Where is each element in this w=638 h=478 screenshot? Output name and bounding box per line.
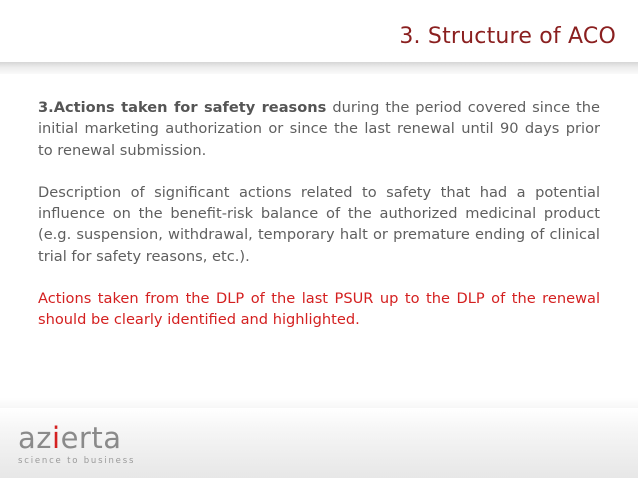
paragraph-description: Description of significant actions related to safety that had a potential influence on the benefit-risk balance of the authorized medicinal product (e.g. suspension, withdrawal, temporary halt or premature ending of clinical trial for safety reasons, etc.). [38, 183, 600, 265]
logo-accent-letter: i [52, 421, 61, 455]
slide-content [38, 97, 600, 352]
azierta-logo [18, 423, 158, 473]
paragraph-actions-taken [38, 97, 600, 161]
paragraph-highlight: Actions taken from the DLP of the last PSUR up to the DLP of the renewal should be clearly identified and highlighted. [38, 290, 600, 329]
logo-tagline: science to business [18, 456, 136, 466]
paragraph-lead: 3.Actions taken for safety reasons [38, 99, 327, 116]
logo-wordmark [18, 423, 158, 453]
title-divider [0, 62, 638, 74]
logo-prefix: az [18, 421, 52, 455]
logo-suffix: erta [60, 421, 122, 455]
slide-title: 3. Structure of ACO [399, 24, 616, 49]
paragraph-text: during the period covered since the initial marketing authorization or since the last renewal until 90 days prior to renewal submission. [38, 99, 601, 159]
